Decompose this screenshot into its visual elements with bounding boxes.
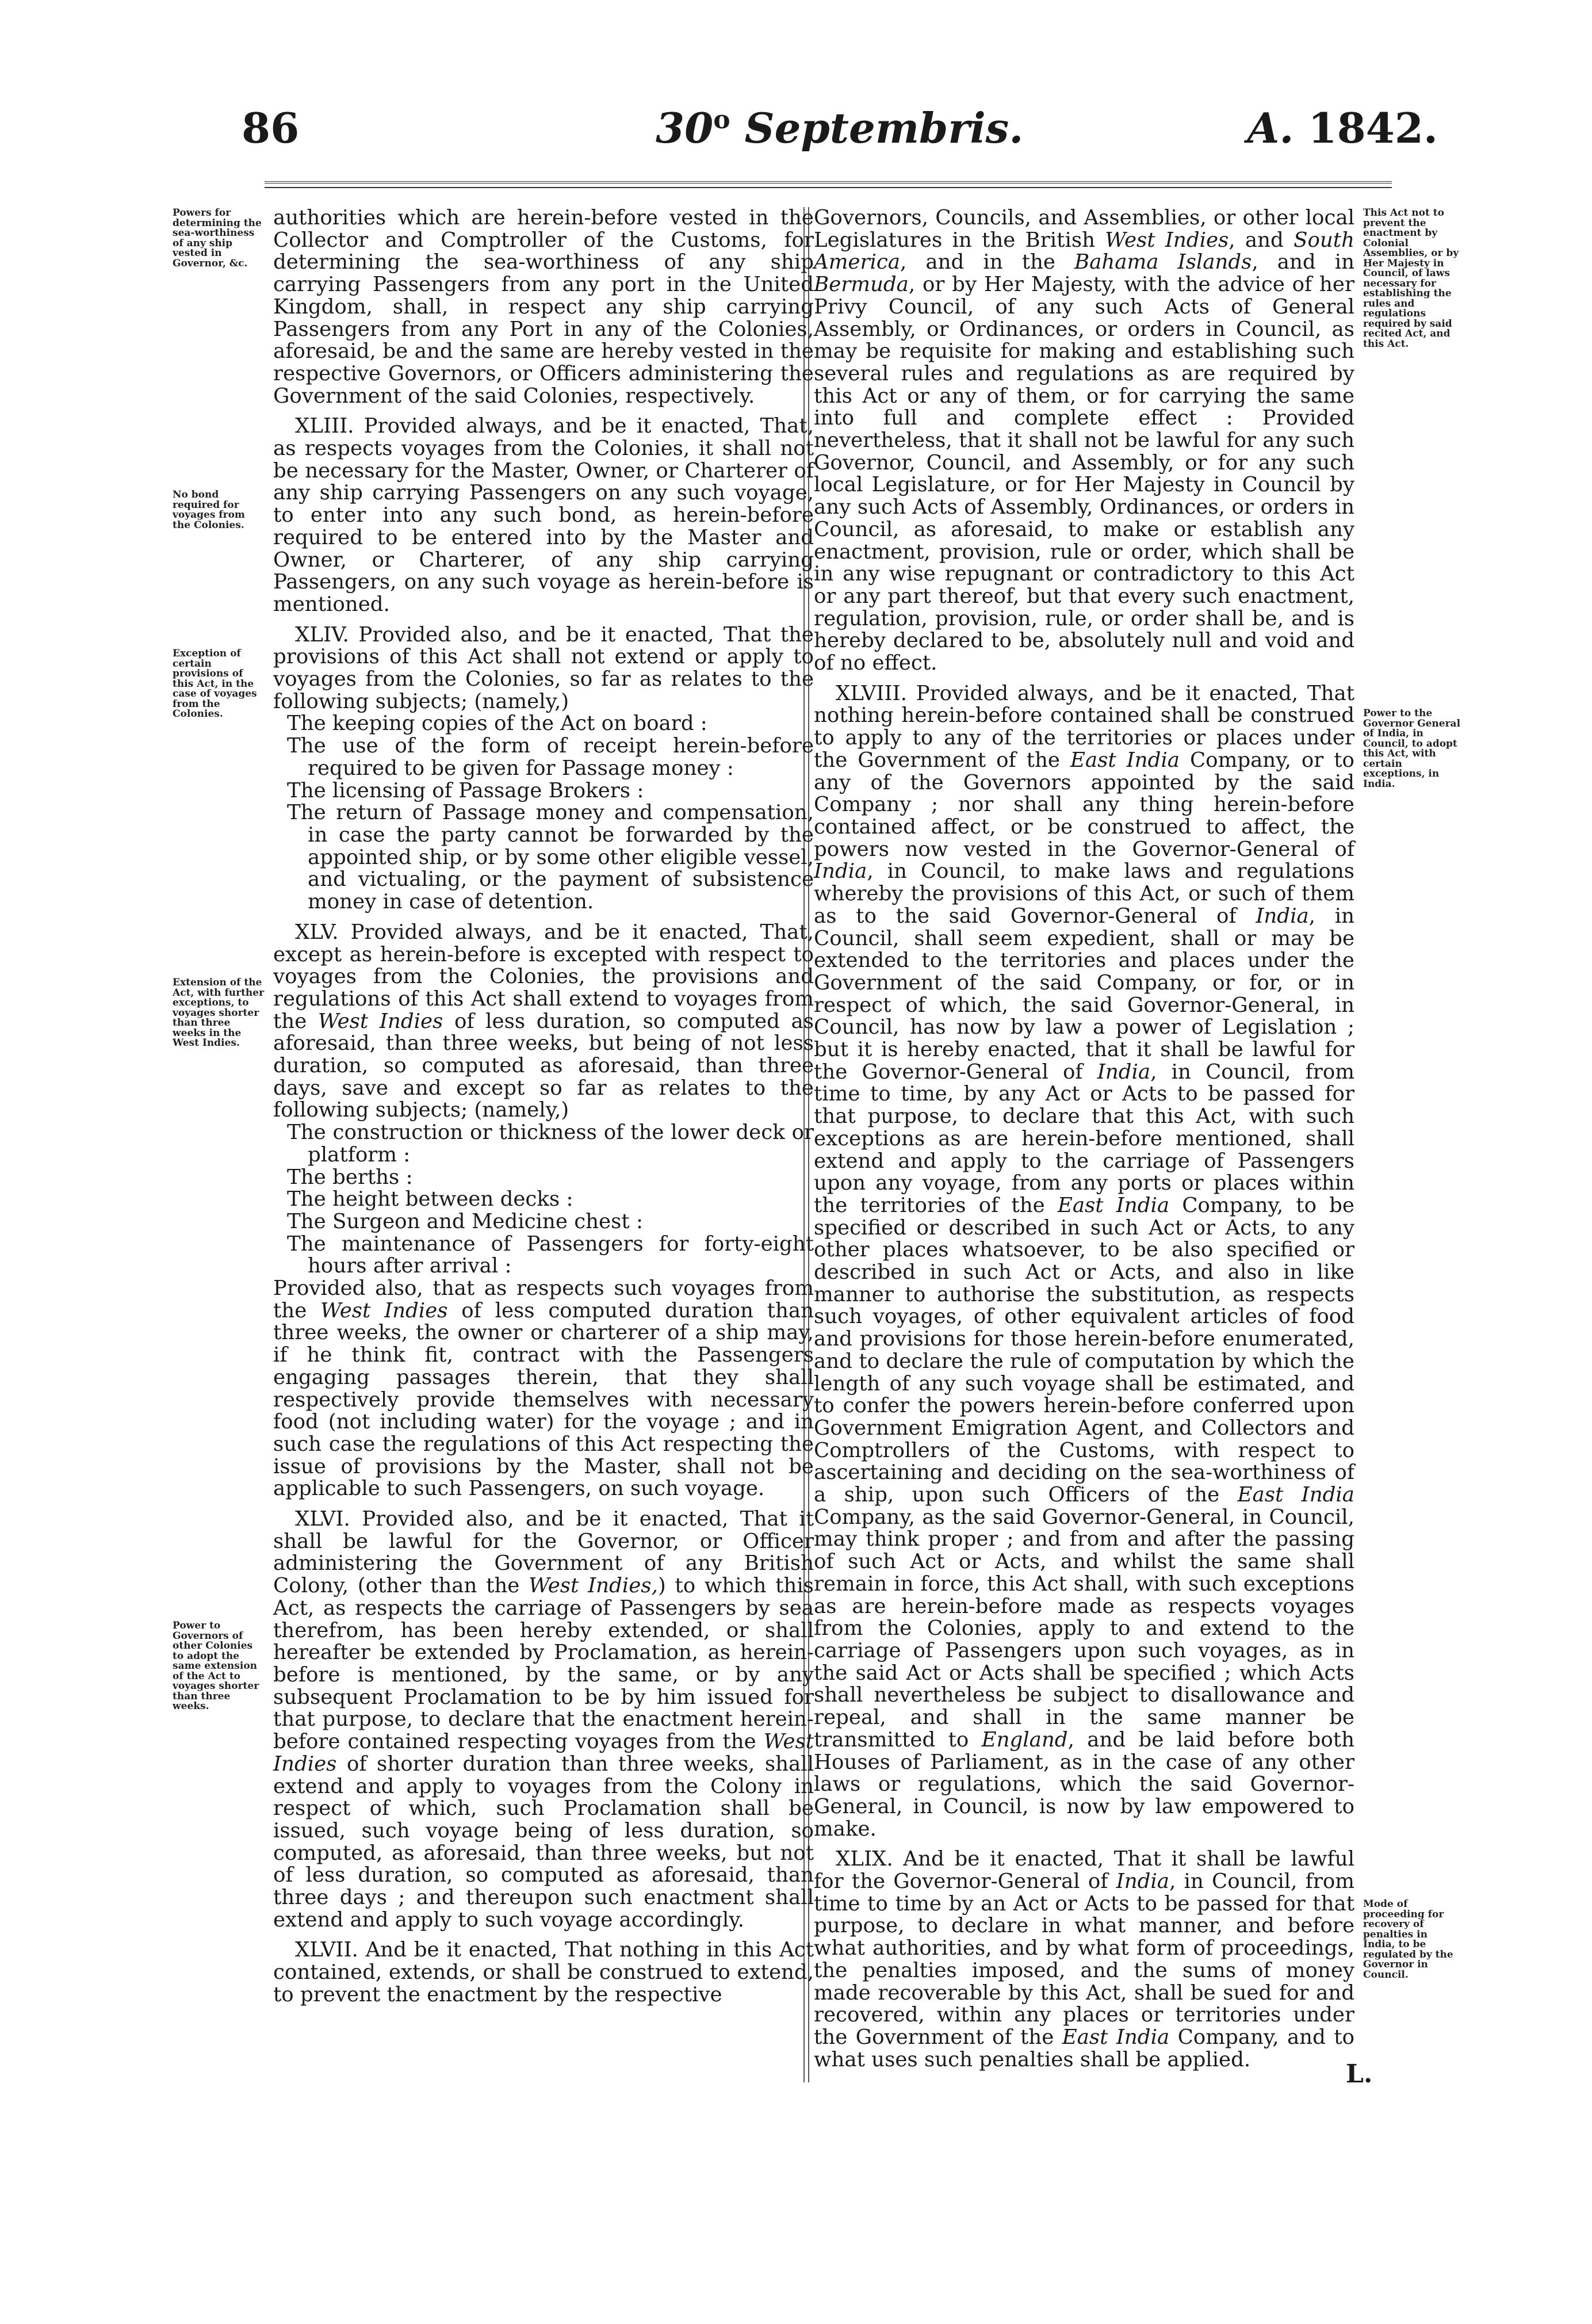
year-prefix: A. — [1247, 104, 1294, 152]
r2-india-1: India — [814, 859, 867, 884]
section-xlviii — [814, 683, 1354, 1841]
r2-m: Company, as the said Governor-General, in Council, may think proper ; and from and after the passing of such Act or Acts, and whilst the same shall remain in force, this Act shall, with such exceptions as are herein-before made as respects voyages from the Colonies, apply to and extend to the carriage of Passengers upon such voyages, as in the said Act or Acts shall be specified ; which Acts shall nevertheless be subject to disallowance and repeal, and shall in the same manner be transmitted to — [814, 1505, 1354, 1752]
xlvi-text-a: XLVI. Provided also, and be it enacted, That it shall be lawful for the Governor, or Officer administering the Government of any British Colony, (other than the — [273, 1507, 814, 1598]
list-item-height-decks: The height between decks : — [287, 1187, 573, 1211]
xlvi-text-c: ) to which this Act, as respects the carriage of Passengers by sea therefrom, has been hereby extended, or shall hereafter be extended by Proclamation, as herein-before is mentioned, by the same, or by any subsequent Proclamation to be by him issued for that purpose, to declare that the enactment herein-before contained respecting voyages from the — [273, 1574, 814, 1754]
proviso-text-c: of less computed duration than three weeks, the owner or charterer of a ship may, if he think fit, contract with the Passengers engaging passages therein, that they shall respectively provide themselves with necessary food (not including water) for the voyage ; and in such case the regulations of this Act respecting the issue of provisions by the Master, shall not be applicable to such Passengers, on such voyage. — [273, 1298, 814, 1501]
proviso-west-indies: West Indies — [320, 1298, 448, 1322]
section-xlvi — [273, 1508, 814, 1931]
r2-o: , and be laid before both Houses of Parliament, as in the case of any other laws or regulations, which the said Governor-General, in Council, is now by law empowered to make. — [814, 1727, 1354, 1841]
r2-c: Company, or to any of the Governors appointed by the said Company ; nor shall any thing herein-before contained affect, or be construed to affect, the powers now vested in the Governor-General of — [814, 748, 1354, 861]
section-xlix — [814, 1848, 1354, 2071]
r2-east-india-3: East India — [1237, 1483, 1354, 1507]
list-item-surgeon: The Surgeon and Medicine chest : — [287, 1209, 643, 1233]
xlv-text-a: XLV. Provided always, and be it enacted, That, except as herein-before is excepted with respect to voyages from the Colonies, the provisions and regulations of this Act shall extend to voyages from the — [273, 920, 814, 1033]
r2-k: Company, to be specified or described in such Act or Acts, to any other places whatsoever, to be also specified or described in such Act or Acts, and also in like manner to authorise the substitution, as respects such voyages, of other equivalent articles of food and provisions for those herein-before enumerated, and to declare the rule of computation by which the length of any such voyage shall be estimated, and to confer the powers herein-before conferred upon Government Emigration Agent, and Collectors and Comptrollers of the Customs, with respect to ascertaining and deciding on the sea-worthiness of a ship, upon such Officers of the — [814, 1193, 1354, 1507]
list-item-act-copies: The keeping copies of the Act on board : — [287, 712, 707, 736]
list-item-lower-deck: The construction or thickness of the lower deck or platform : — [287, 1121, 814, 1167]
running-header — [242, 104, 1438, 167]
date-superscript: o — [713, 105, 730, 135]
r1-a: Governors, Councils, and Assemblies, or other local Legislatures in the British — [814, 206, 1354, 252]
xlvi-text-e: of shorter duration than three weeks, shall extend and apply to voyages from the Colony in respect of which, such Proclamation shall be issued, such voyage being of less duration, so computed, as aforesaid, than three weeks, but not of less duration, so computed as aforesaid, than three days ; and thereupon such enactment shall extend and apply to such voyage accordingly. — [273, 1752, 814, 1932]
proviso-text-a: Provided also, that as respects such voyages from the — [273, 1276, 814, 1322]
r3-e: Company, and to what uses such penalties shall be applied. — [814, 2025, 1354, 2071]
xlv-west-indies: West Indies — [317, 1009, 443, 1033]
list-item-berths: The berths : — [287, 1165, 413, 1189]
catchword: L. — [1346, 2059, 1373, 2089]
r1-e: , and in the — [900, 250, 1075, 274]
date-number: 30 — [656, 104, 714, 152]
r2-e: , in Council, to make laws and regulations whereby the provisions of this Act, or such of them as to the said Governor-General of — [814, 859, 1354, 928]
margin-note-exception-provisions: Exception of certain provisions of this Act, in the case of voyages from the Colonies. — [173, 648, 257, 720]
list-item-receipt-form: The use of the form of receipt herein-before required to be given for Passage money : — [287, 734, 814, 780]
header-date — [656, 104, 1023, 152]
right-column — [814, 207, 1354, 2071]
list-item-passage-brokers: The licensing of Passage Brokers : — [287, 778, 644, 802]
left-paragraph-1: authorities which are herein-before vested in the Collector and Comptroller of the Customs, for determining the sea-worthiness of any ship carrying Passengers from any port in the United Kingdom, shall, in respect any ship carrying Passengers from any Port in any of the Colonies, aforesaid, be and the same are hereby vested in the respective Governors, or Officers administering the Government of the said Colonies, respectively. — [273, 206, 814, 408]
margin-note-power-governors: Power to Governors of other Colonies to adopt the same extension of the Act to voyages shorter than three weeks. — [173, 1620, 259, 1712]
r1-i: , or by Her Majesty, with the advice of her Privy Council, of any such Acts of General Assembly, or Ordinances, or orders in Council, as may be requisite for making and establishing such several rules and regulations as are required by this Act or any of them, or for carrying the same into full and complete effect : Provided nevertheless, that it shall not be lawful for any such Governor, Council, and Assembly, or for any such local Legislature, or for Her Majesty in Council by any such Acts of Assembly, Ordinances, or orders in Council, as aforesaid, to make or establish any enactment, provision, rule or order, which shall be in any wise repugnant or contradictory to this Act or any part thereof, but that every such enactment, regulation, provision, rule, or order shall be, and is hereby declared to be, absolutely null and void and of no effect. — [814, 273, 1354, 675]
xlv-text-c: of less duration, so computed as aforesaid, than three weeks, but being of not less duration, so computed as aforesaid, than three days, save and except so far as relates to the following subjects; (namely,) — [273, 1009, 814, 1122]
list-item-maintenance: The maintenance of Passengers for forty-eight hours after arrival : — [287, 1232, 814, 1278]
r1-bermuda: Bermuda — [814, 273, 909, 297]
year-value: 1842. — [1308, 104, 1438, 152]
r1-south-america: South America — [814, 228, 1354, 274]
margin-note-extension-west-indies: Extension of the Act, with further exceptions, to voyages shorter than three weeks in the West Indies. — [173, 977, 265, 1049]
left-column — [273, 207, 814, 2006]
section-xliii: XLIII. Provided always, and be it enacted, That, as respects voyages from the Colonies, it shall not be necessary for the Master, Owner, or Charterer of any ship carrying Passengers on any such voyage, to enter into any such bond, as herein-before required to be entered into by the Master and Owner, or Charterer, of any ship carrying Passengers, on any such voyage as herein-before is mentioned. — [273, 414, 814, 616]
header-year — [1247, 104, 1438, 152]
r2-east-india-1: East India — [1070, 748, 1180, 772]
r3-a: XLIX. And be it enacted, That it shall be lawful for the Governor-General of — [814, 1847, 1354, 1894]
date-word: Septembris. — [744, 104, 1024, 152]
margin-note-penalties-india: Mode of proceeding for recovery of penalties in India, to be regulated by the Governor in Council. — [1363, 1898, 1453, 1981]
xlvi-west-indies-2: West Indies — [273, 1730, 814, 1776]
r2-england: England — [981, 1727, 1068, 1752]
list-item-passage-money-return: The return of Passage money and compensation, in case the party cannot be forwarded by the appointed ship, or by some other eligible vessel, and victualing, or the payment of subsistence money in case of detention. — [287, 801, 814, 914]
xlvi-west-indies-1: West Indies, — [529, 1574, 658, 1598]
section-xlv — [273, 922, 814, 1122]
margin-note-seaworthiness: Powers for determining the sea-worthiness of any ship vested in Governor, &c. — [173, 207, 262, 269]
r2-a: XLVIII. Provided always, and be it enacted, That nothing herein-before contained shall be construed to apply to any of the territories or places under the Government of the — [814, 681, 1354, 772]
margin-note-colonial-assemblies: This Act not to prevent the enactment by Colonial Assemblies, or by Her Majesty in Council, of laws necessary for establishing the rules and regulations required by said recited Act, and this Act. — [1363, 207, 1459, 350]
page-number: 86 — [242, 104, 300, 152]
r2-india-3: India — [1097, 1060, 1151, 1084]
r1-bahama: Bahama Islands — [1074, 250, 1252, 274]
r1-west-indies: West Indies — [1105, 228, 1229, 252]
proviso-food — [273, 1278, 814, 1500]
right-paragraph-1 — [814, 207, 1354, 675]
section-xlvii: XLVII. And be it enacted, That nothing in this Act contained, extends, or shall be construed to extend, to prevent the enactment by the respective — [273, 1938, 814, 2006]
r2-i: , in Council, from time to time, by any Act or Acts to be passed for that purpose, to declare that this Act, with such exceptions as are herein-before mentioned, shall extend and apply to the carriage of Passengers upon any voyage, from any ports or places within the territories of the — [814, 1060, 1354, 1217]
r1-g: , and in — [1252, 250, 1354, 274]
r2-east-india-2: East India — [1057, 1193, 1170, 1217]
r2-india-2: India — [1256, 904, 1309, 928]
margin-note-no-bond: No bond required for voyages from the Colonies. — [173, 489, 245, 531]
r3-c: , in Council, from time to time by an Act or Acts to be passed for that purpose, to declare in what manner, and before what authorities, and by what form of proceedings, the penalties imposed, and the sums of money made recoverable by this Act, shall be sued for and recovered, within any places or territories under the Government of the — [814, 1870, 1354, 2049]
header-rule — [265, 181, 1392, 188]
r3-east-india: East India — [1062, 2025, 1170, 2049]
margin-note-governor-general-india: Power to the Governor General of India, in Council, to adopt this Act, with certain exceptions, in India. — [1363, 708, 1461, 790]
r2-g: , in Council, shall seem expedient, shall or may be extended to the territories and places under the Government of the said Company, or for, or in respect of which, the said Governor-General, in Council, has now by law a power of Legislation ; but it is hereby enacted, that it shall be lawful for the Governor-General of — [814, 904, 1354, 1084]
r1-c: , and — [1229, 228, 1294, 252]
section-xliv: XLIV. Provided also, and be it enacted, That the provisions of this Act shall not extend or apply to voyages from the Colonies, so far as relates to the following subjects; (namely,) — [273, 622, 814, 713]
r3-india: India — [1116, 1870, 1169, 1894]
